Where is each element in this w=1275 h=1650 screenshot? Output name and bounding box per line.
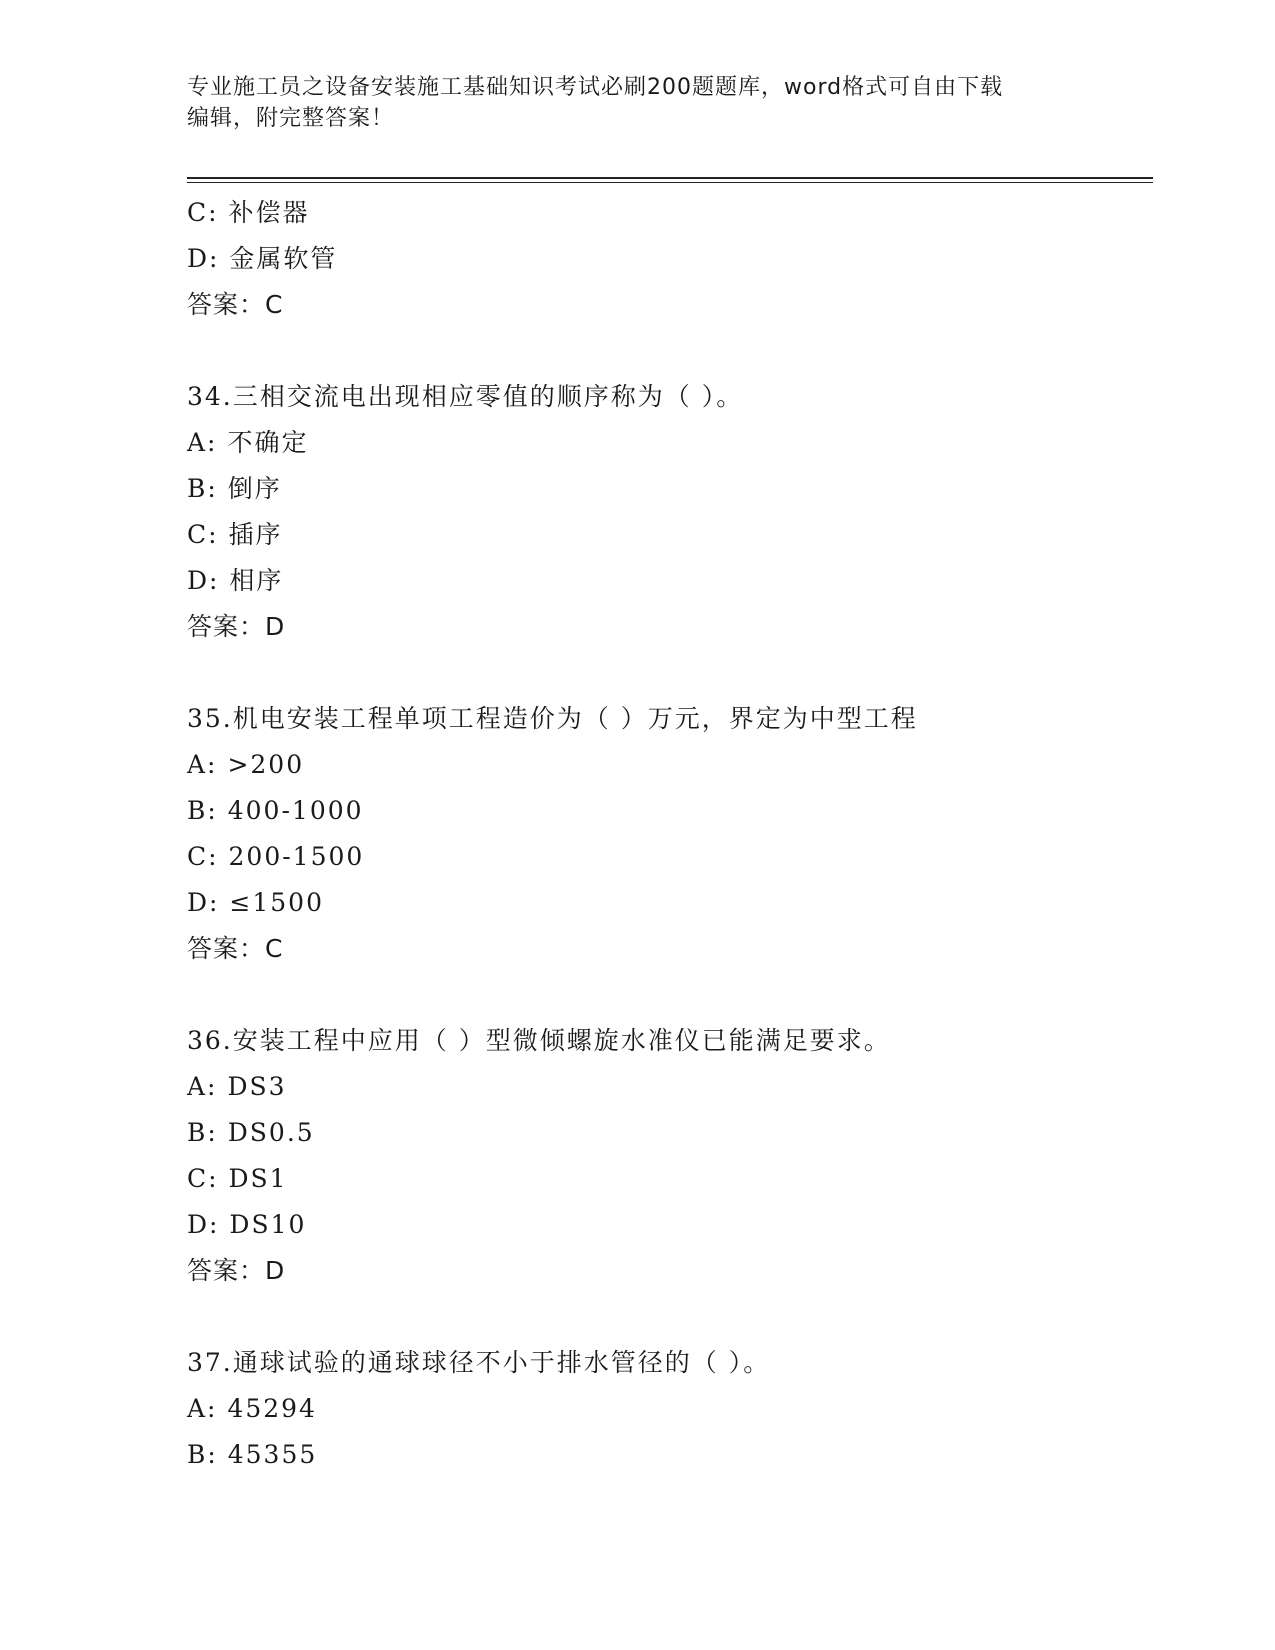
option-letter: B: bbox=[187, 1118, 218, 1147]
header-divider-thick bbox=[187, 177, 1153, 179]
option-b bbox=[187, 466, 1153, 512]
option-text: 200-1500 bbox=[228, 842, 365, 871]
option-text: ≤1500 bbox=[229, 888, 324, 917]
spacer bbox=[187, 328, 1153, 374]
header-title-line-2: 编辑，附完整答案！ bbox=[187, 106, 395, 131]
option-c bbox=[187, 190, 1153, 236]
answer-line: 答案：D bbox=[187, 612, 286, 641]
option-text: 45355 bbox=[227, 1440, 318, 1469]
option-letter: D: bbox=[187, 1210, 220, 1239]
spacer bbox=[187, 972, 1153, 1018]
option-text: 相序 bbox=[229, 566, 284, 595]
question-stem: 34.三相交流电出现相应零值的顺序称为（ ）。 bbox=[187, 382, 744, 411]
answer-line: 答案：D bbox=[187, 1256, 286, 1285]
option-letter: D: bbox=[187, 888, 220, 917]
option-text: DS0.5 bbox=[227, 1118, 315, 1147]
option-letter: B: bbox=[187, 796, 218, 825]
option-text: >200 bbox=[227, 750, 305, 779]
option-c bbox=[187, 834, 1153, 880]
option-b bbox=[187, 1110, 1153, 1156]
option-letter: C: bbox=[187, 520, 219, 549]
option-b bbox=[187, 788, 1153, 834]
option-letter: C: bbox=[187, 1164, 219, 1193]
answer-line: 答案：C bbox=[187, 934, 284, 963]
answer-line: 答案：C bbox=[187, 290, 284, 319]
option-a bbox=[187, 1064, 1153, 1110]
option-text: DS3 bbox=[227, 1072, 287, 1101]
option-c bbox=[187, 1156, 1153, 1202]
option-text: 45294 bbox=[227, 1394, 317, 1423]
option-letter: B: bbox=[187, 1440, 218, 1469]
header-title-line-1: 专业施工员之设备安装施工基础知识考试必刷200题题库，word格式可自由下载 bbox=[187, 75, 1004, 100]
option-d bbox=[187, 880, 1153, 926]
option-text: DS1 bbox=[228, 1164, 288, 1193]
question-stem: 36.安装工程中应用（ ）型微倾螺旋水准仪已能满足要求。 bbox=[187, 1026, 891, 1055]
option-text: DS10 bbox=[229, 1210, 307, 1239]
option-letter: C: bbox=[187, 842, 219, 871]
option-d bbox=[187, 558, 1153, 604]
option-text: 金属软管 bbox=[229, 244, 338, 273]
option-b bbox=[187, 1432, 1153, 1478]
option-text: 插序 bbox=[228, 520, 283, 549]
option-a bbox=[187, 742, 1153, 788]
question-35 bbox=[187, 696, 1153, 972]
question-stem: 35.机电安装工程单项工程造价为（ ）万元，界定为中型工程 bbox=[187, 704, 918, 733]
spacer bbox=[187, 1294, 1153, 1340]
option-text: 倒序 bbox=[227, 474, 282, 503]
option-c bbox=[187, 512, 1153, 558]
option-a bbox=[187, 1386, 1153, 1432]
option-letter: A: bbox=[187, 428, 218, 457]
question-34 bbox=[187, 374, 1153, 650]
option-a bbox=[187, 420, 1153, 466]
option-text: 补偿器 bbox=[228, 198, 310, 227]
option-letter: D: bbox=[187, 566, 220, 595]
option-d bbox=[187, 236, 1153, 282]
spacer bbox=[187, 650, 1153, 696]
question-33-continued bbox=[187, 190, 1153, 328]
option-letter: D: bbox=[187, 244, 220, 273]
option-d bbox=[187, 1202, 1153, 1248]
document-header bbox=[187, 72, 1087, 134]
option-text: 400-1000 bbox=[227, 796, 364, 825]
option-letter: A: bbox=[187, 1072, 218, 1101]
question-37 bbox=[187, 1340, 1153, 1478]
option-letter: C: bbox=[187, 198, 219, 227]
option-letter: A: bbox=[187, 750, 218, 779]
question-list bbox=[187, 190, 1153, 1478]
header-divider-thin bbox=[187, 182, 1153, 183]
option-letter: B: bbox=[187, 474, 218, 503]
question-stem: 37.通球试验的通球球径不小于排水管径的（ ）。 bbox=[187, 1348, 771, 1377]
question-36 bbox=[187, 1018, 1153, 1294]
option-letter: A: bbox=[187, 1394, 218, 1423]
option-text: 不确定 bbox=[227, 428, 309, 457]
